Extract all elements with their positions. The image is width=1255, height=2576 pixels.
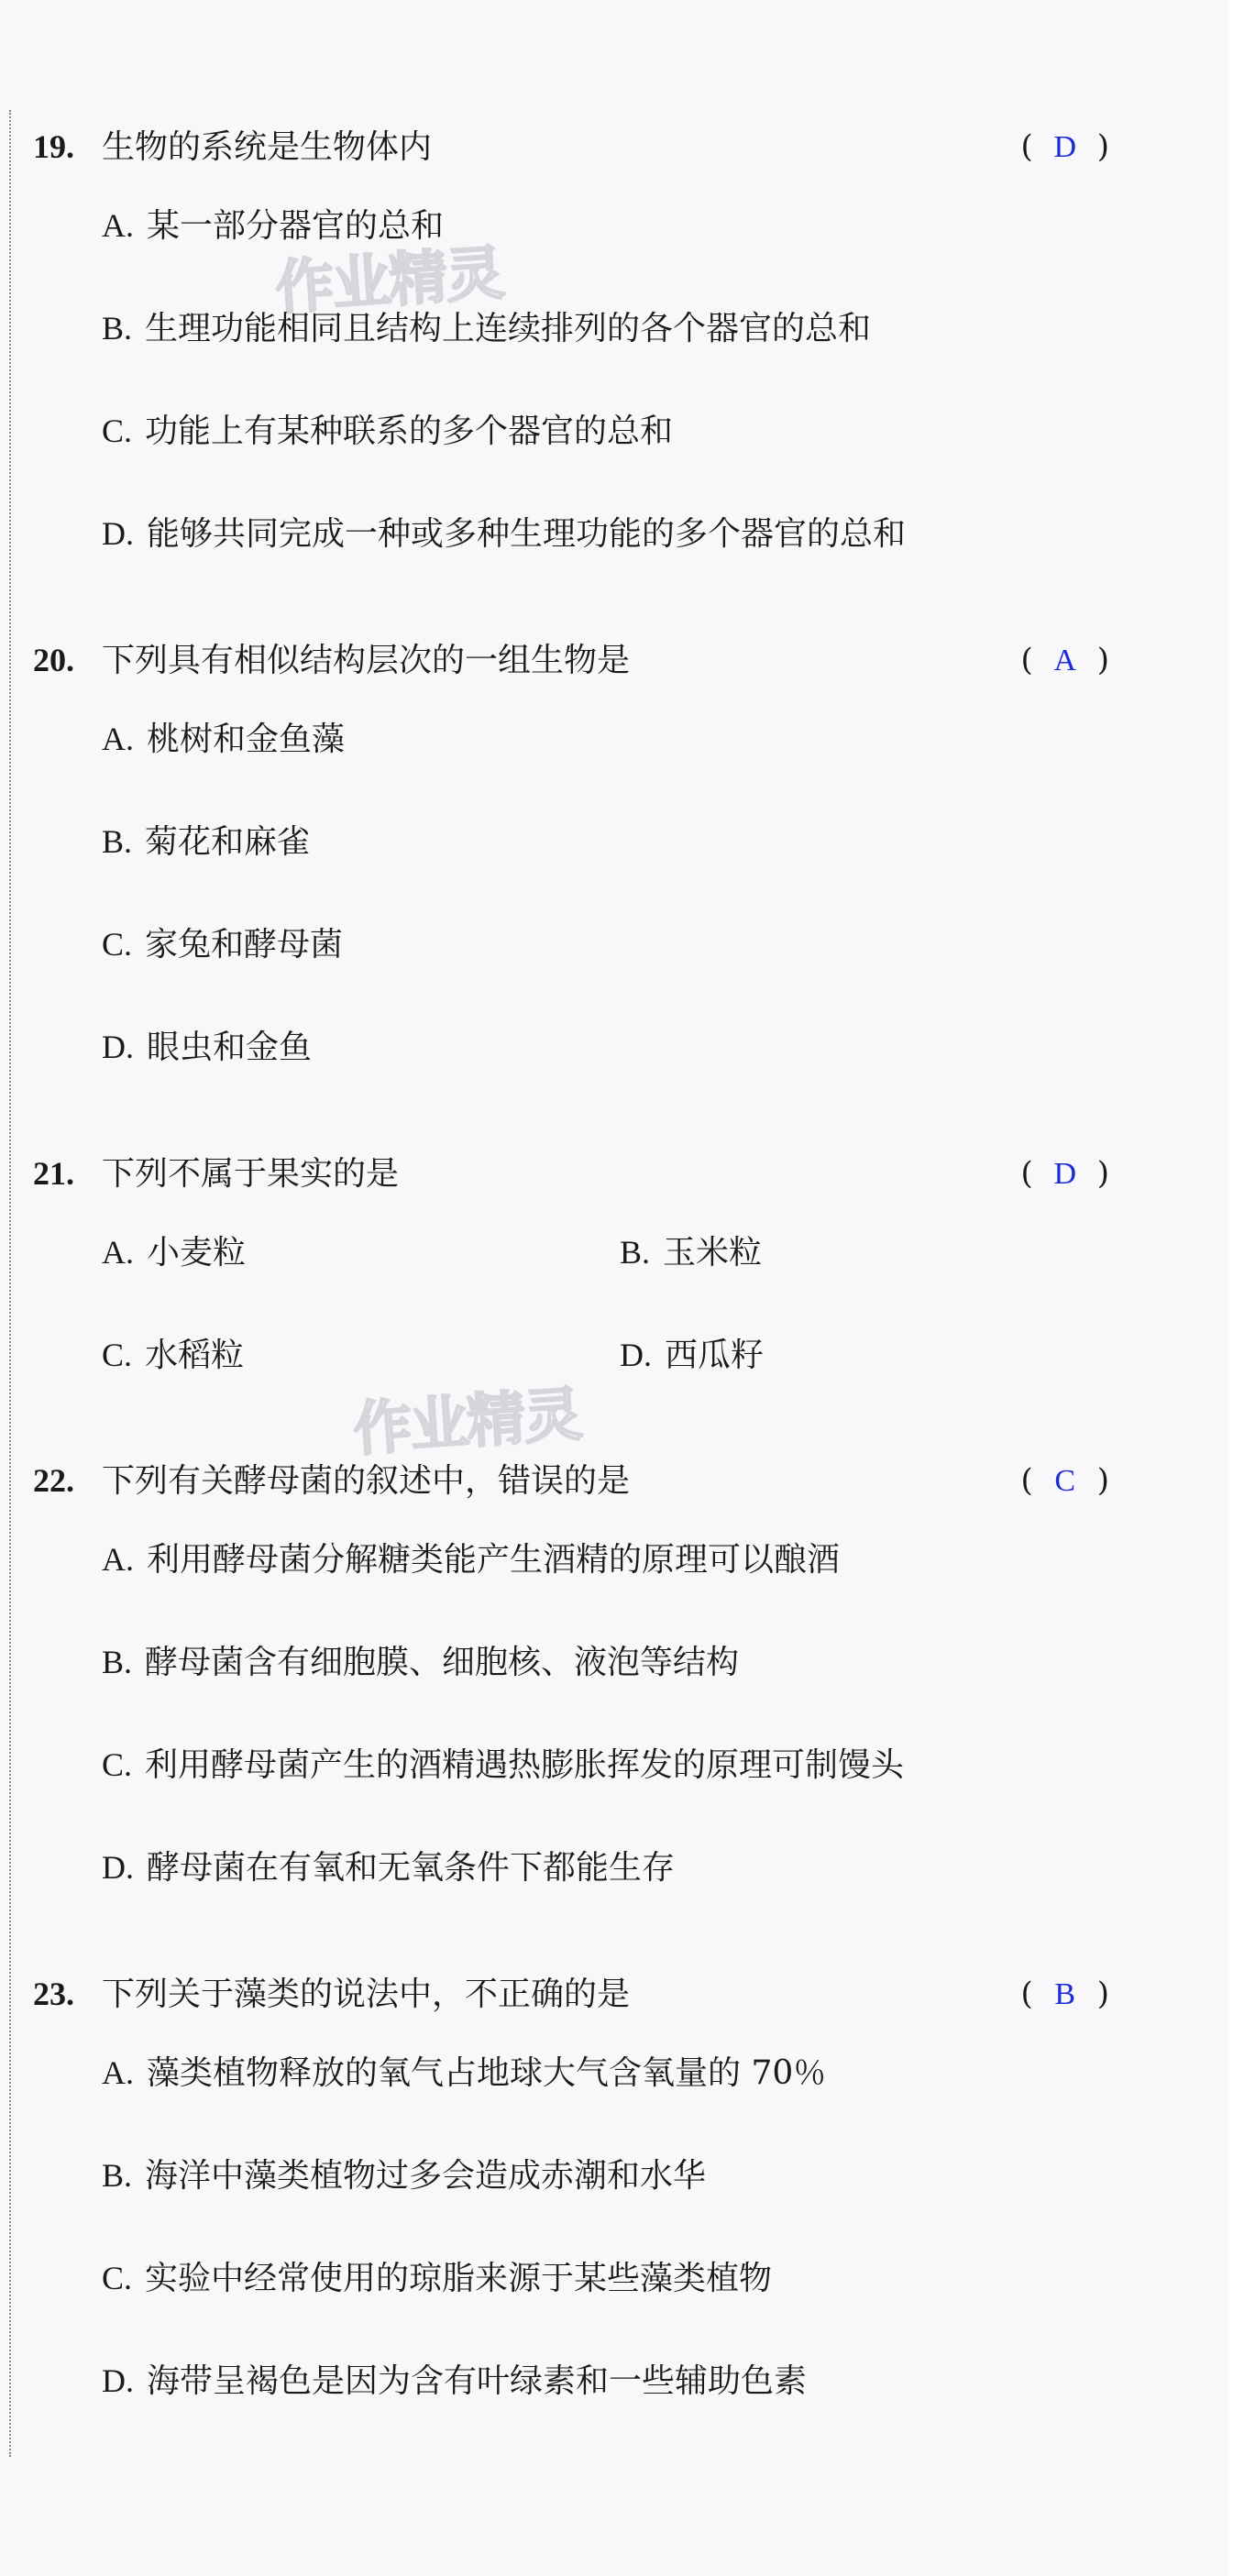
option-d: D. 酵母菌在有氧和无氧条件下都能生存	[102, 1849, 676, 1887]
option-list	[102, 174, 1109, 585]
option-list	[102, 688, 1109, 1098]
question-22	[33, 1453, 1109, 1919]
option-b: B. 海洋中藻类植物过多会造成赤潮和水华	[102, 2157, 707, 2195]
option-b: B. 菊花和麻雀	[102, 823, 311, 861]
option-list	[102, 2021, 1109, 2432]
watermark-logo: 作业精灵	[351, 1381, 583, 1465]
question-header	[33, 119, 1109, 174]
question-header	[33, 1146, 1109, 1201]
answer-box: ( B )	[1020, 1966, 1109, 2022]
answer-box: ( D )	[1020, 119, 1109, 175]
option-c: C. 家兔和酵母菌	[102, 926, 344, 963]
answer-box: ( C )	[1020, 1453, 1109, 1509]
option-b: B. 酵母菌含有细胞膜、细胞核、液泡等结构	[102, 1644, 740, 1681]
option-b: B. 玉米粒	[620, 1234, 763, 1271]
answer-letter: A	[1053, 644, 1077, 677]
answer-letter: D	[1053, 1157, 1077, 1191]
option-a: A. 小麦粒	[102, 1234, 247, 1271]
answer-letter: B	[1054, 1977, 1076, 2011]
question-stem: 生物的系统是生物体内	[102, 128, 433, 166]
answer-letter: C	[1054, 1464, 1076, 1498]
option-d: D. 海带呈褐色是因为含有叶绿素和一些辅助色素	[102, 2362, 808, 2400]
watermark-logo: 作业精灵	[273, 239, 505, 324]
option-row	[102, 1304, 1109, 1406]
option-c: C. 利用酵母菌产生的酒精遇热膨胀挥发的原理可制馒头	[102, 1746, 905, 1784]
question-21	[33, 1146, 1109, 1406]
question-20	[33, 633, 1109, 1098]
question-header	[33, 1966, 1109, 2021]
question-header	[33, 633, 1109, 688]
option-d: D. 西瓜籽	[620, 1337, 765, 1374]
option-a: A. 藻类植物释放的氧气占地球大气含氧量的 70％	[102, 2054, 827, 2092]
option-c: C. 水稻粒	[102, 1337, 245, 1374]
answer-box: ( D )	[1020, 1146, 1109, 1202]
question-number: 19.	[33, 128, 74, 165]
option-row	[102, 1201, 1109, 1304]
question-number: 22.	[33, 1462, 74, 1499]
question-header	[33, 1453, 1109, 1508]
option-d: D. 能够共同完成一种或多种生理功能的多个器官的总和	[102, 515, 907, 553]
option-c: C. 实验中经常使用的琼脂来源于某些藻类植物	[102, 2260, 773, 2297]
question-stem: 下列有关酵母菌的叙述中，错误的是	[102, 1462, 631, 1500]
answer-letter: D	[1053, 130, 1077, 164]
question-23	[33, 1966, 1109, 2432]
question-stem: 下列不属于果实的是	[102, 1155, 400, 1193]
question-number: 21.	[33, 1155, 74, 1192]
option-a: A. 某一部分器官的总和	[102, 207, 445, 245]
option-a: A. 桃树和金鱼藻	[102, 721, 346, 758]
question-19	[33, 119, 1109, 585]
question-stem: 下列具有相似结构层次的一组生物是	[102, 642, 631, 679]
option-list	[102, 1508, 1109, 1919]
answer-box: ( A )	[1020, 633, 1109, 688]
question-number: 20.	[33, 642, 74, 678]
option-b: B. 生理功能相同且结构上连续排列的各个器官的总和	[102, 310, 872, 347]
question-stem: 下列关于藻类的说法中，不正确的是	[102, 1976, 631, 2013]
option-a: A. 利用酵母菌分解糖类能产生酒精的原理可以酿酒	[102, 1541, 841, 1579]
option-c: C. 功能上有某种联系的多个器官的总和	[102, 413, 674, 450]
option-list	[102, 1201, 1109, 1406]
option-d: D. 眼虫和金鱼	[102, 1029, 313, 1066]
question-number: 23.	[33, 1976, 74, 2012]
binding-dotted-line	[9, 110, 11, 2457]
